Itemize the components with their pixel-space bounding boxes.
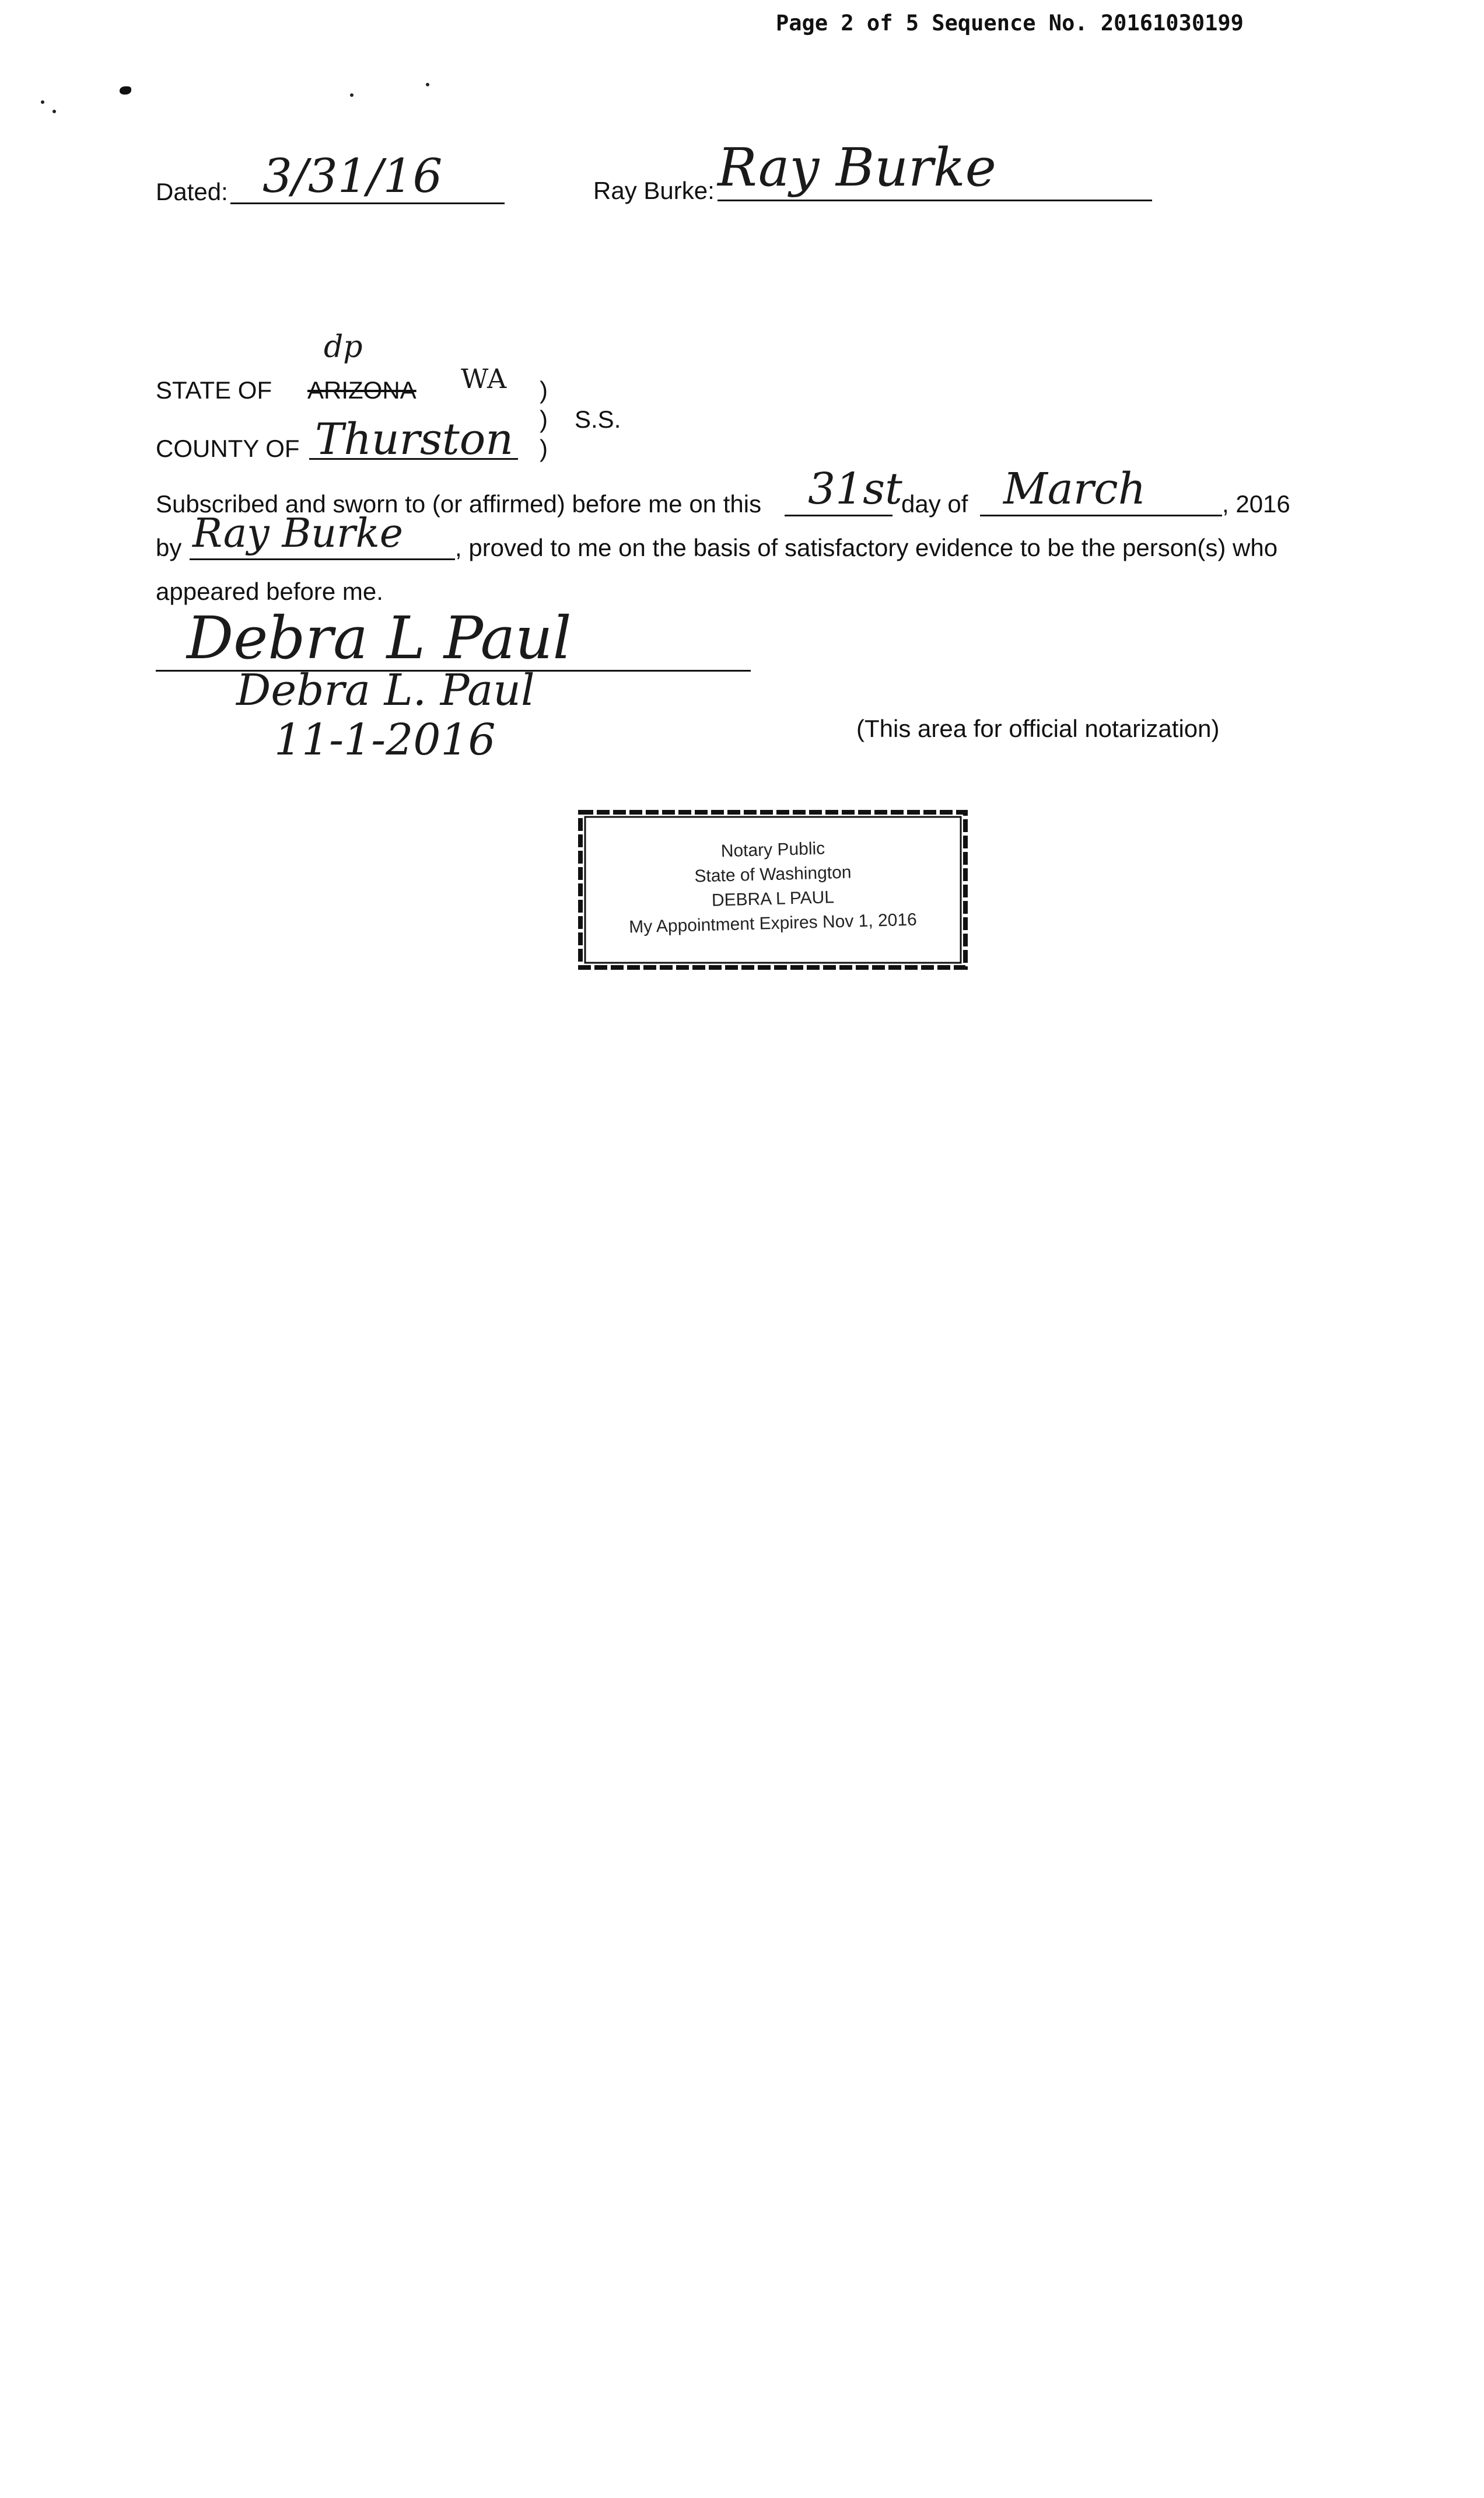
signer-label: Ray Burke: bbox=[593, 177, 715, 204]
county-handwritten: Thurston bbox=[315, 414, 513, 464]
signer-underline bbox=[718, 200, 1152, 201]
page-sequence-header: Page 2 of 5 Sequence No. 20161030199 bbox=[776, 11, 1244, 36]
stamp-line1: Notary Public bbox=[720, 839, 825, 861]
jurat-line1-pre: Subscribed and sworn to (or affirmed) before me on this bbox=[156, 490, 762, 518]
jurat-line2-pre: by bbox=[156, 534, 182, 561]
stamp-line4: My Appointment Expires Nov 1, 2016 bbox=[628, 910, 918, 937]
jurat-line3: appeared before me. bbox=[156, 578, 383, 605]
stamp-line3: DEBRA L PAUL bbox=[711, 888, 835, 910]
jurat-line1-post: , 2016 bbox=[1222, 490, 1290, 518]
stamp-line2: State of Washington bbox=[694, 862, 852, 886]
paren: ) bbox=[540, 376, 548, 404]
name-handwritten: Ray Burke bbox=[192, 511, 404, 557]
county-label: COUNTY OF bbox=[156, 435, 300, 462]
scan-speck bbox=[41, 100, 44, 104]
dated-handwritten-value: 3/31/16 bbox=[262, 149, 443, 203]
notary-printed-name: Debra L. Paul bbox=[236, 665, 535, 715]
dated-label: Dated: bbox=[156, 178, 228, 205]
month-handwritten: March bbox=[1003, 464, 1146, 514]
state-label: STATE OF bbox=[156, 376, 272, 404]
scan-speck bbox=[350, 93, 354, 97]
scan-speck bbox=[120, 86, 131, 95]
day-underline bbox=[785, 515, 892, 516]
paren: ) bbox=[540, 435, 548, 462]
state-handwritten: WA bbox=[461, 363, 507, 394]
notary-signature: Debra L Paul bbox=[187, 604, 572, 672]
month-underline bbox=[980, 515, 1222, 516]
ss-label: S.S. bbox=[575, 406, 621, 433]
jurat-line2-post: , proved to me on the basis of satisfactory evidence to be the person(s) who bbox=[455, 534, 1278, 561]
notary-stamp bbox=[575, 805, 971, 974]
scan-speck bbox=[426, 83, 429, 86]
notary-date: 11-1-2016 bbox=[274, 715, 496, 765]
day-handwritten: 31st bbox=[808, 464, 902, 514]
jurat-line1-mid: day of bbox=[901, 490, 968, 518]
signer-signature: Ray Burke bbox=[718, 137, 996, 198]
state-initials: dp bbox=[324, 330, 363, 365]
paren: ) bbox=[540, 406, 548, 433]
notarization-area-label: (This area for official notarization) bbox=[856, 715, 1220, 742]
state-struck-text: ARIZONA bbox=[307, 376, 416, 404]
name-underline bbox=[190, 558, 455, 560]
scan-speck bbox=[52, 110, 56, 113]
